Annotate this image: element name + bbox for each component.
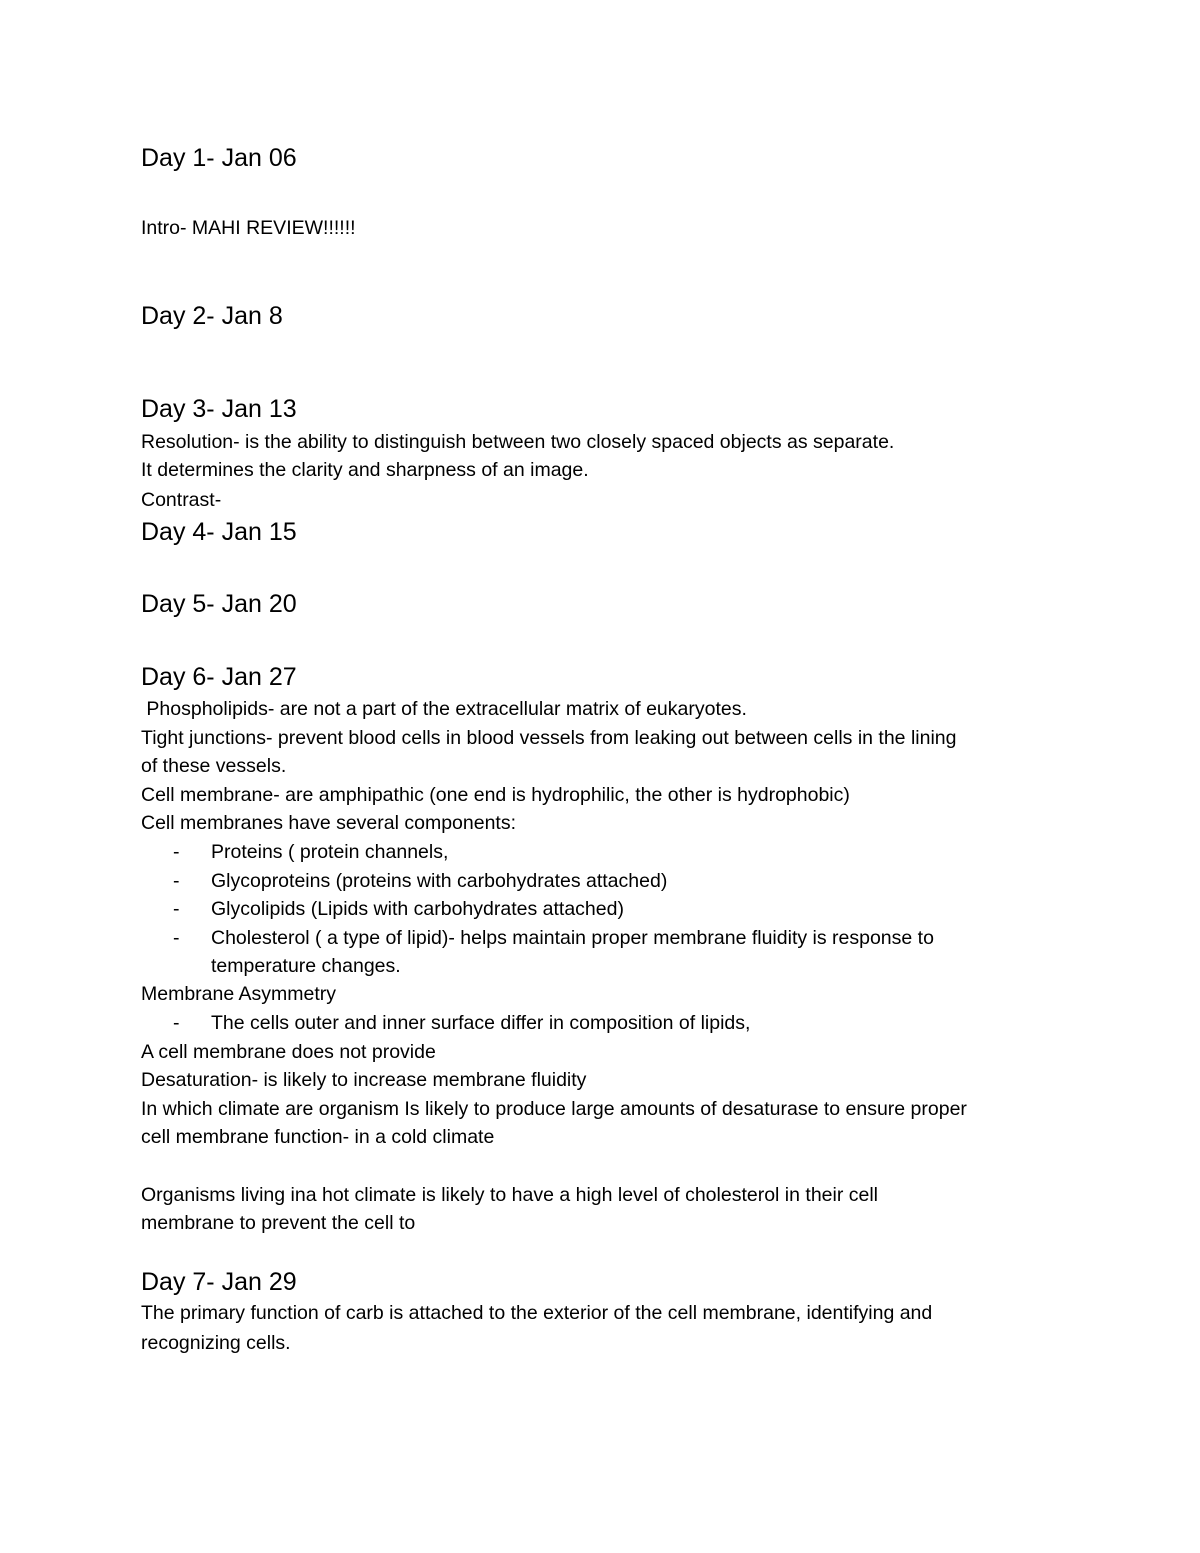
bullet-dash: - [173,1012,180,1034]
list-item-text: Glycoproteins (proteins with carbohydrates attached) [211,870,668,892]
list-item-text: Glycolipids (Lipids with carbohydrates attached) [211,898,624,920]
carb-function-line: The primary function of carb is attached to the exterior of the cell membrane, identifying and [141,1302,933,1324]
list-item-text: Proteins ( protein channels, [211,841,449,863]
membrane-asymmetry-line: Membrane Asymmetry [141,983,337,1005]
components-intro-line: Cell membranes have several components: [141,812,517,834]
day-7-heading: Day 7- Jan 29 [141,1268,297,1296]
day-3-heading: Day 3- Jan 13 [141,395,297,423]
list-item-text-cont: temperature changes. [211,955,401,977]
bullet-dash: - [173,870,180,892]
hot-climate-line-cont: membrane to prevent the cell to [141,1212,416,1234]
phospholipids-line: Phospholipids- are not a part of the extracellular matrix of eukaryotes. [141,698,747,720]
carb-function-line-cont: recognizing cells. [141,1332,291,1354]
tight-junctions-line-cont: of these vessels. [141,755,287,777]
day-5-heading: Day 5- Jan 20 [141,590,297,618]
climate-question-line: In which climate are organism Is likely to produce large amounts of desaturase to ensure proper [141,1098,967,1120]
clarity-line: It determines the clarity and sharpness of an image. [141,459,589,481]
desaturation-line: Desaturation- is likely to increase membrane fluidity [141,1069,587,1091]
day-1-intro: Intro- MAHI REVIEW!!!!!! [141,217,356,239]
day-2-heading: Day 2- Jan 8 [141,302,283,330]
tight-junctions-line: Tight junctions- prevent blood cells in blood vessels from leaking out between cells in the lining [141,727,957,749]
day-6-heading: Day 6- Jan 27 [141,663,297,691]
bullet-dash: - [173,927,180,949]
list-item-text: The cells outer and inner surface differ in composition of lipids, [211,1012,751,1034]
resolution-line: Resolution- is the ability to distinguish between two closely spaced objects as separate. [141,431,895,453]
contrast-line: Contrast- [141,489,222,511]
does-not-provide-line: A cell membrane does not provide [141,1041,436,1063]
climate-answer-line: cell membrane function- in a cold climate [141,1126,495,1148]
bullet-dash: - [173,841,180,863]
list-item-text: Cholesterol ( a type of lipid)- helps maintain proper membrane fluidity is response to [211,927,934,949]
day-1-heading: Day 1- Jan 06 [141,144,297,172]
hot-climate-line: Organisms living ina hot climate is likely to have a high level of cholesterol in their cell [141,1184,879,1206]
bullet-dash: - [173,898,180,920]
day-4-heading: Day 4- Jan 15 [141,518,297,546]
cell-membrane-line: Cell membrane- are amphipathic (one end is hydrophilic, the other is hydrophobic) [141,784,850,806]
